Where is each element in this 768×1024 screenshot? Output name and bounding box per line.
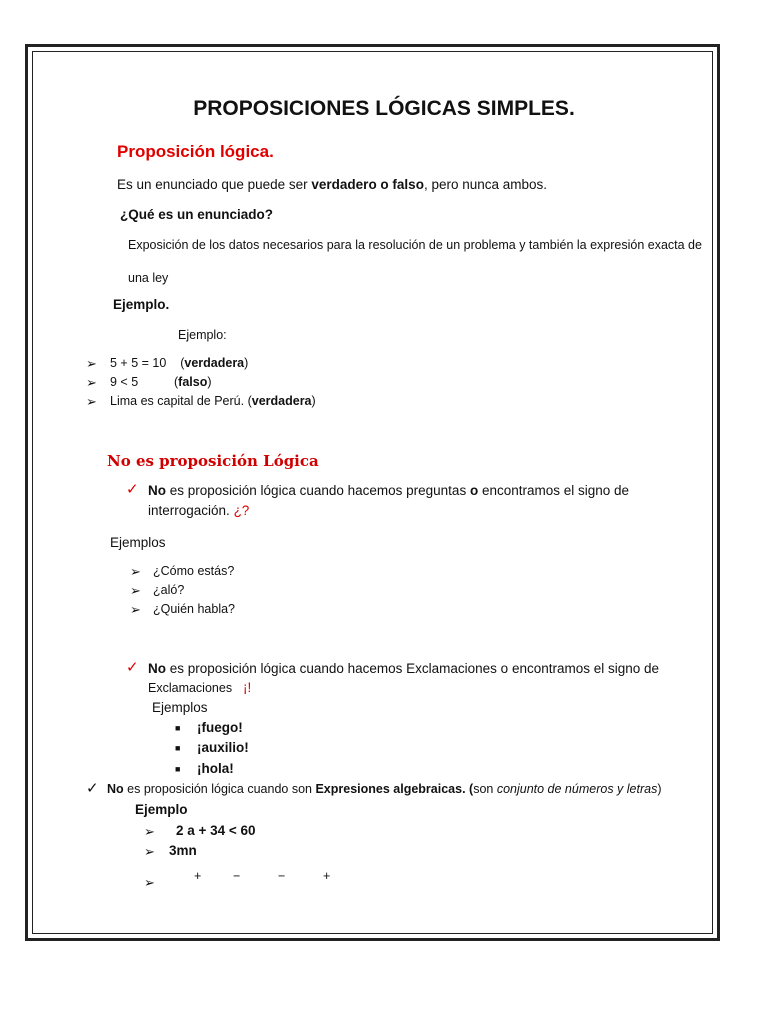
sign-minus: − — [233, 869, 241, 883]
examples-label-2: Ejemplos — [152, 700, 208, 715]
square-bullet-icon: ■ — [175, 723, 181, 733]
arrow-bullet-icon: ➢ — [144, 824, 155, 839]
rule-preguntas-line-1: No es proposición lógica cuando hacemos preguntas o encontramos el signo de — [148, 483, 630, 498]
list-item-value: (falso) — [174, 375, 212, 389]
list-item: ¿aló? — [153, 583, 185, 597]
check-icon: ✓ — [126, 659, 139, 676]
list-item: 5 + 5 = 10 (verdadera) — [110, 356, 249, 370]
sign-plus: + — [323, 869, 331, 883]
arrow-bullet-icon: ➢ — [86, 356, 97, 371]
arrow-bullet-icon: ➢ — [86, 394, 97, 409]
sign-plus: + — [194, 869, 202, 883]
list-item: ¡hola! — [197, 761, 234, 776]
exclamation-sign: ¡! — [243, 680, 252, 695]
example-heading: Ejemplo. — [113, 297, 170, 312]
arrow-bullet-icon: ➢ — [144, 875, 155, 890]
question-enunciado: ¿Qué es un enunciado? — [120, 207, 274, 222]
sign-minus: − — [278, 869, 286, 883]
rule-exclamaciones-line-1: No es proposición lógica cuando hacemos Exclamaciones o encontramos el signo de — [148, 661, 660, 676]
section-heading-no-proposicion: No es proposición Lógica — [107, 452, 319, 470]
arrow-bullet-icon: ➢ — [144, 844, 155, 859]
definition-text: Es un enunciado que puede ser verdadero o falso, pero nunca ambos. — [117, 177, 548, 192]
page-title: PROPOSICIONES LÓGICAS SIMPLES. — [193, 97, 575, 120]
rule-preguntas-line-2: interrogación. ¿? — [148, 503, 250, 518]
section-heading-proposicion: Proposición lógica. — [117, 142, 274, 161]
list-item: ¿Quién habla? — [153, 602, 236, 616]
square-bullet-icon: ■ — [175, 764, 181, 774]
check-icon: ✓ — [126, 481, 139, 498]
arrow-bullet-icon: ➢ — [130, 583, 141, 598]
arrow-bullet-icon: ➢ — [86, 375, 97, 390]
answer-line-1: Exposición de los datos necesarios para la resolución de un problema y también la expresión exacta de — [128, 238, 702, 252]
list-item: 9 < 5 — [110, 375, 139, 389]
list-item: Lima es capital de Perú. (verdadera) — [110, 394, 316, 408]
list-item: ¡auxilio! — [197, 740, 249, 755]
list-item: ¿Cómo estás? — [153, 564, 235, 578]
answer-line-2: una ley — [128, 271, 169, 285]
arrow-bullet-icon: ➢ — [130, 602, 141, 617]
list-item: 3mn — [169, 843, 197, 858]
arrow-bullet-icon: ➢ — [130, 564, 141, 579]
examples-label: Ejemplos — [110, 535, 166, 550]
check-icon: ✓ — [86, 780, 99, 797]
example-label: Ejemplo: — [178, 328, 227, 342]
square-bullet-icon: ■ — [175, 743, 181, 753]
list-item: 2 a + 34 < 60 — [176, 823, 256, 838]
rule-exclamaciones-line-2: Exclamaciones — [148, 681, 233, 695]
list-item: ¡fuego! — [197, 720, 243, 735]
example-heading-3: Ejemplo — [135, 802, 188, 817]
rule-algebraicas: No es proposición lógica cuando son Expresiones algebraicas. (son conjunto de números y letras) — [107, 782, 662, 796]
